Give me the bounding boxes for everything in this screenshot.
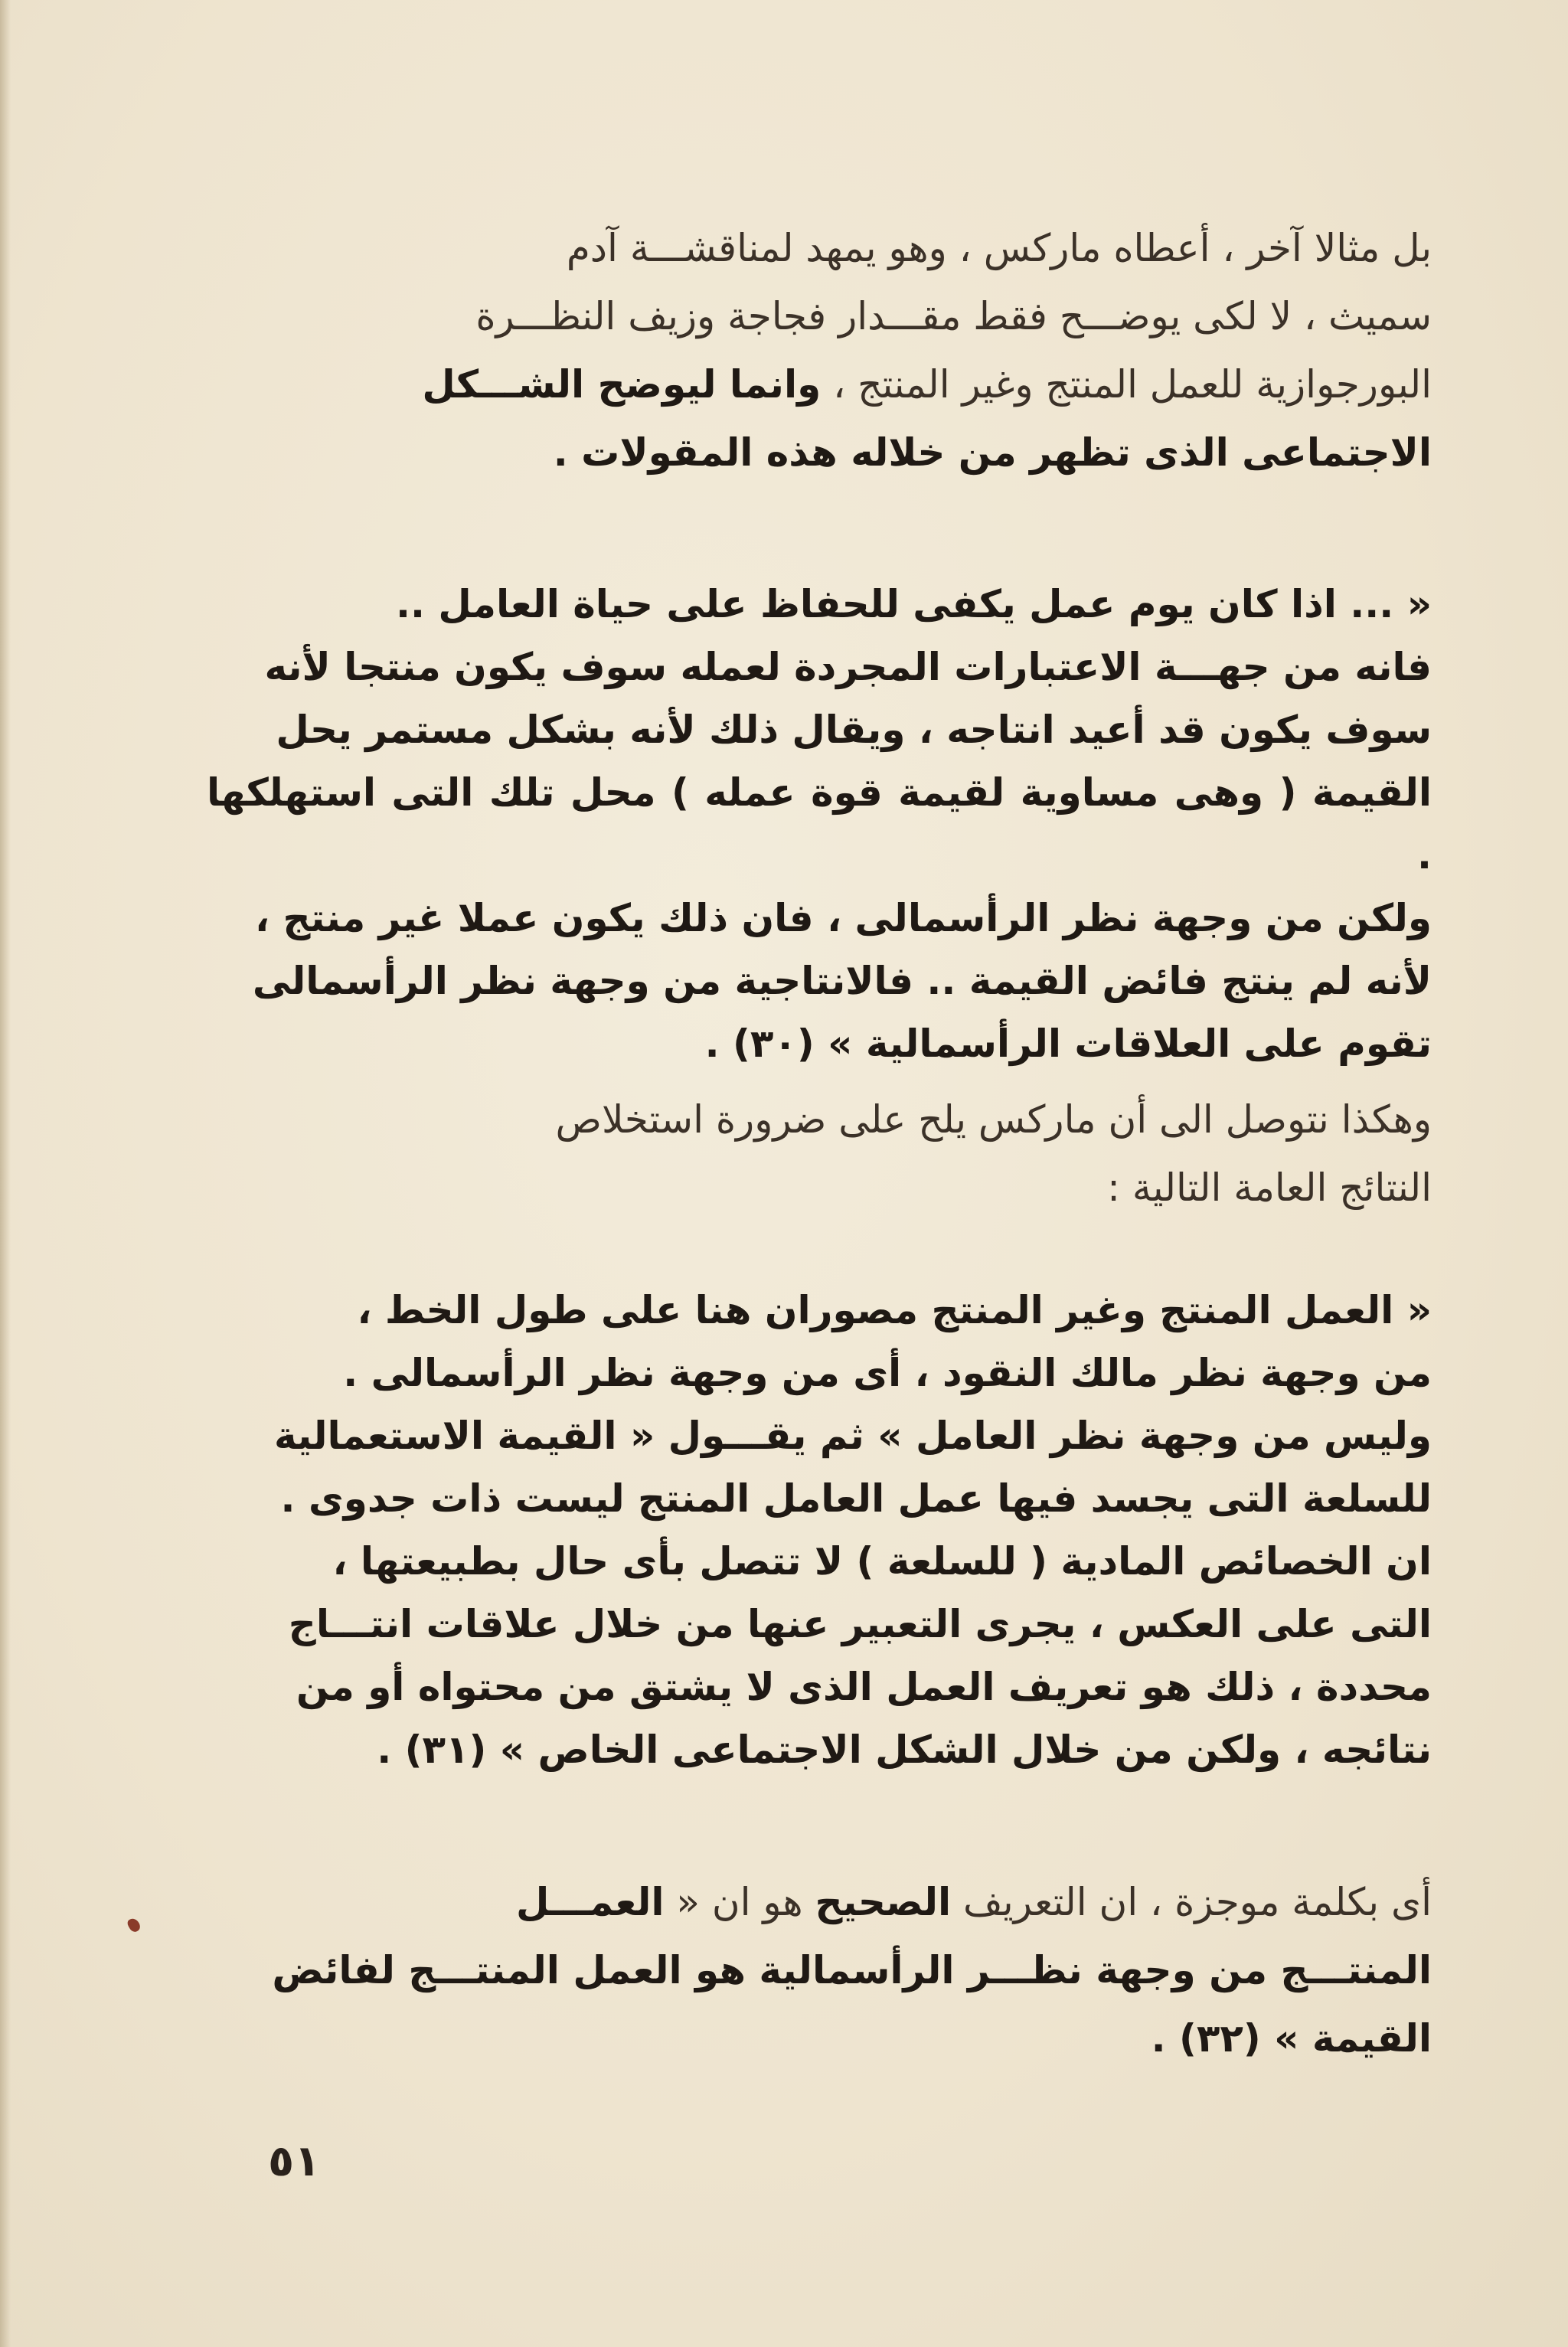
paragraph-conclusion	[207, 1086, 1432, 1222]
summary-normal-2: هو ان «	[664, 1880, 815, 1924]
quote-block-2	[207, 1279, 1432, 1781]
paragraph-intro-bold: وانما ليوضح الشـــكل الاجتماعى الذى تظهر من خلاله هذه المقولات .	[422, 362, 1432, 475]
summary-normal-1: أى بكلمة موجزة ، ان التعريف	[951, 1880, 1432, 1924]
paragraph-intro-text	[207, 214, 1432, 487]
paragraph-conclusion-text: وهكذا نتوصل الى أن ماركس يلح على ضرورة استخلاص النتائج العامة التالية :	[555, 1097, 1432, 1210]
quote-block-1	[207, 573, 1432, 1075]
ink-blot	[126, 1917, 142, 1934]
paragraph-summary-text	[207, 1868, 1432, 2073]
paragraph-intro	[207, 214, 1432, 487]
paragraph-summary	[207, 1868, 1432, 2073]
paragraph-intro-normal: بل مثالا آخر ، أعطاه ماركس ، وهو يمهد لمناقشـــة آدم سميث ، لا لكى يوضـــح فقط مقـــدار فجاجة وزيف النظـــرة البورجوازية للعمل المنتج وغير المنتج ،	[475, 226, 1432, 407]
summary-bold-2: العمـــل المنتـــج من وجهة نظـــر الرأسمالية هو العمل المنتـــج لفائض القيمة » (٣٢) .	[272, 1880, 1432, 2061]
quote-2-text: « العمل المنتج وغير المنتج مصوران هنا على طول الخط ، من وجهة نظر مالك النقود ، أى من وجهة نظر الرأسمالى . وليس من وجهة نظر العامل » ثم يقـــول « القيمة الاستعمالية للسلعة التى يجسد فيها عمل العامل المنتج ليست ذات جدوى . ان الخصائص المادية ( للسلعة ) لا تتصل بأى حال بطبيعتها ، التى على العكس ، يجرى التعبير عنها من خلال علاقات انتـــاج محددة ، ذلك هو تعريف العمل الذى لا يشتق من محتواه أو من نتائجه ، ولكن من خلال الشكل الاجتماعى الخاص » (٣١) .	[274, 1288, 1432, 1772]
quote-1-text: « ... اذا كان يوم عمل يكفى للحفاظ على حياة العامل .. فانه من جهـــة الاعتبارات المجردة لعمله سوف يكون منتجا لأنه سوف يكون قد أعيد انتاجه ، ويقال ذلك لأنه بشكل مستمر يحل القيمة ( وهى مساوية لقيمة قوة عمله ) محل تلك التى استهلكها . ولكن من وجهة نظر الرأسمالى ، فان ذلك يكون عملا غير منتج ، لأنه لم ينتج فائض القيمة .. فالانتاجية من وجهة نظر الرأسمالى تقوم على العلاقات الرأسمالية » (٣٠) .	[207, 582, 1432, 1066]
page-number: ٥١	[268, 2136, 321, 2186]
summary-bold-1: الصحيح	[815, 1880, 952, 1924]
page-edge-shadow	[0, 0, 11, 2347]
